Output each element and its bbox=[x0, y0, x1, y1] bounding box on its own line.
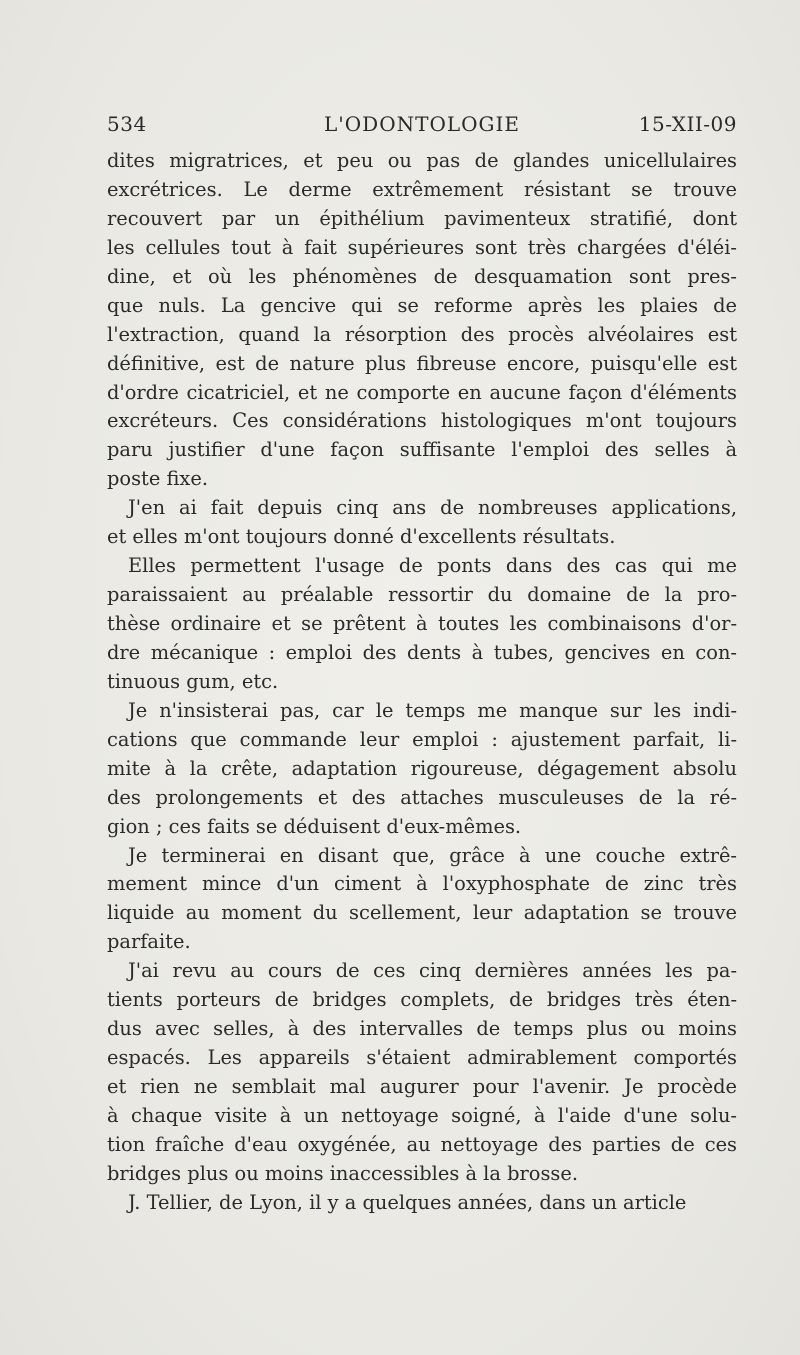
paragraph bbox=[107, 147, 737, 494]
text-line: tinuous gum, etc. bbox=[107, 669, 279, 693]
text-line: excréteurs. Ces considérations histologiques m'ont toujours bbox=[107, 409, 737, 433]
running-title: L'ODONTOLOGIE bbox=[324, 112, 520, 136]
issue-date: 15-XII-09 bbox=[638, 112, 737, 136]
text-line: Je terminerai en disant que, grâce à une couche extrê- bbox=[128, 843, 737, 867]
text-line: excrétrices. Le derme extrêmement résistant se trouve bbox=[107, 177, 737, 201]
text-line: liquide au moment du scellement, leur adaptation se trouve bbox=[107, 901, 737, 925]
body-text bbox=[107, 147, 737, 1218]
text-line: dre mécanique : emploi des dents à tubes, gencives en con- bbox=[107, 640, 737, 664]
text-line: Je n'insisterai pas, car le temps me manque sur les indi- bbox=[128, 698, 737, 722]
text-line: tion fraîche d'eau oxygénée, au nettoyage des parties de ces bbox=[107, 1132, 737, 1156]
text-line: définitive, est de nature plus fibreuse encore, puisqu'elle est bbox=[107, 351, 737, 375]
text-line: J'en ai fait depuis cinq ans de nombreuses applications, bbox=[128, 496, 737, 520]
text-line: tients porteurs de bridges complets, de bridges très éten- bbox=[107, 988, 737, 1012]
text-line: l'extraction, quand la résorption des procès alvéolaires est bbox=[107, 322, 737, 346]
paragraph bbox=[107, 697, 737, 842]
text-line: des prolongements et des attaches musculeuses de la ré- bbox=[107, 785, 737, 809]
text-line: espacés. Les appareils s'étaient admirablement comportés bbox=[107, 1046, 737, 1070]
text-line: paraissaient au préalable ressortir du domaine de la pro- bbox=[107, 583, 737, 607]
text-line: paru justifier d'une façon suffisante l'emploi des selles à bbox=[107, 438, 737, 462]
text-line: d'ordre cicatriciel, et ne comporte en aucune façon d'éléments bbox=[107, 380, 737, 404]
text-line: dites migratrices, et peu ou pas de glandes unicellulaires bbox=[107, 149, 737, 172]
text-line: J. Tellier, de Lyon, il y a quelques années, dans un article bbox=[128, 1190, 687, 1214]
paragraph bbox=[107, 552, 737, 697]
paragraph bbox=[107, 1189, 737, 1218]
text-line: bridges plus ou moins inaccessibles à la brosse. bbox=[107, 1161, 579, 1185]
text-line: dine, et où les phénomènes de desquamation sont pres- bbox=[107, 264, 737, 288]
text-line: cations que commande leur emploi : ajustement parfait, li- bbox=[107, 727, 737, 751]
text-line: et elles m'ont toujours donné d'excellents résultats. bbox=[107, 525, 616, 549]
text-line: à chaque visite à un nettoyage soigné, à l'aide d'une solu- bbox=[107, 1103, 737, 1127]
text-line: J'ai revu au cours de ces cinq dernières années les pa- bbox=[128, 959, 737, 983]
paragraph bbox=[107, 957, 737, 1189]
paragraph bbox=[107, 494, 737, 552]
text-line: et rien ne semblait mal augurer pour l'avenir. Je procède bbox=[107, 1075, 737, 1098]
paragraph bbox=[107, 842, 737, 958]
text-line: poste fixe. bbox=[107, 467, 208, 491]
text-line: recouvert par un épithélium pavimenteux stratifié, dont bbox=[107, 206, 737, 230]
text-line: que nuls. La gencive qui se reforme après les plaies de bbox=[107, 293, 737, 317]
page-number: 534 bbox=[107, 112, 147, 136]
text-line: thèse ordinaire et se prêtent à toutes les combinaisons d'or- bbox=[107, 612, 737, 635]
text-line: les cellules tout à fait supérieures sont très chargées d'éléi- bbox=[107, 235, 737, 259]
text-line: Elles permettent l'usage de ponts dans des cas qui me bbox=[128, 554, 737, 578]
text-line: mite à la crête, adaptation rigoureuse, dégagement absolu bbox=[107, 756, 737, 780]
text-line: mement mince d'un ciment à l'oxyphosphate de zinc très bbox=[107, 872, 737, 896]
text-line: parfaite. bbox=[107, 930, 191, 954]
text-line: dus avec selles, à des intervalles de temps plus ou moins bbox=[107, 1017, 737, 1041]
running-header bbox=[107, 112, 737, 142]
text-line: gion ; ces faits se déduisent d'eux-mêmes. bbox=[107, 814, 522, 838]
